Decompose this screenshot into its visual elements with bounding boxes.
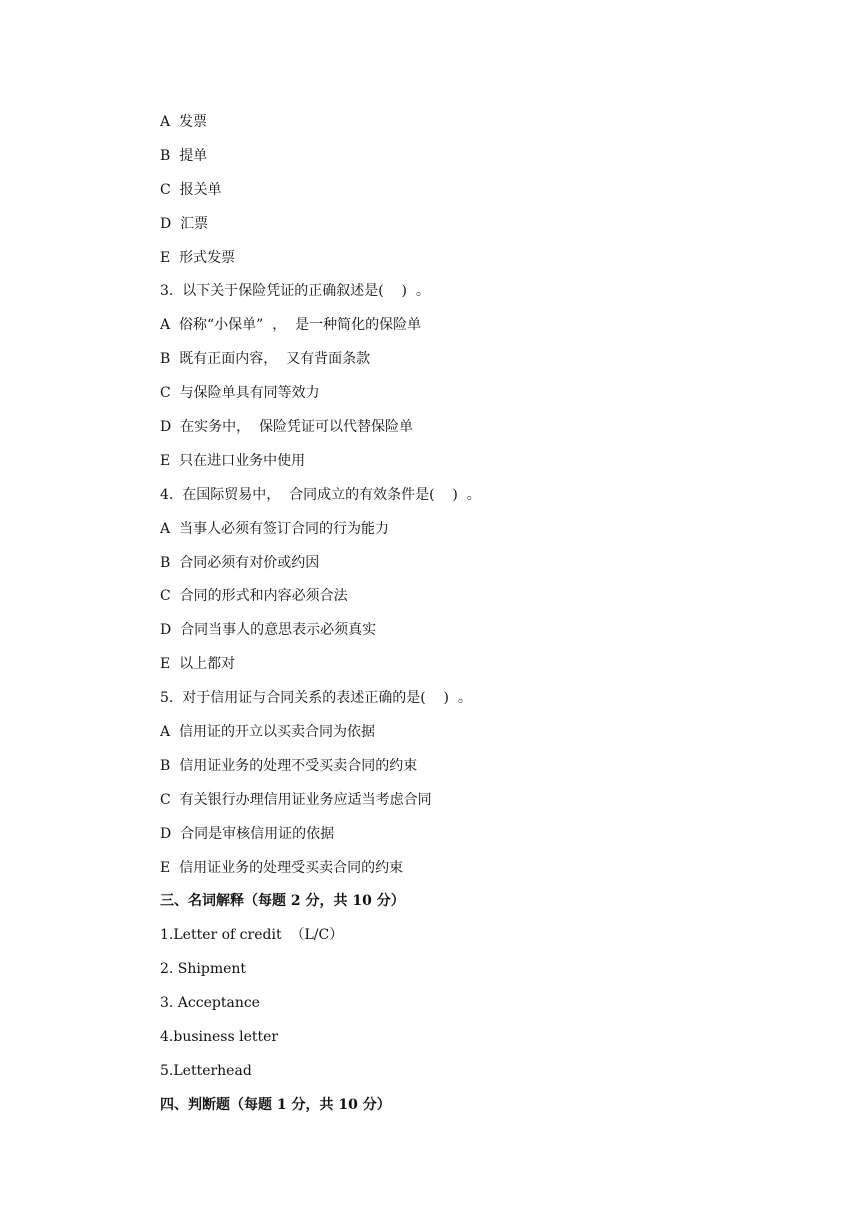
- question-3-option-c: C 与保险单具有同等效力: [160, 385, 320, 402]
- question-4-option-e: E 以上都对: [160, 656, 236, 673]
- section-4-heading: 四、判断题（每题 1 分，共 10 分）: [160, 1096, 391, 1113]
- question-5: 5. 对于信用证与合同关系的表述正确的是( ) 。: [160, 690, 472, 707]
- section-3-heading: 三、名词解释（每题 2 分，共 10 分）: [160, 893, 405, 910]
- question-5-option-e: E 信用证业务的处理受买卖合同的约束: [160, 859, 404, 876]
- option-c-customs-declaration: C 报关单: [160, 181, 222, 198]
- question-5-option-d: D 合同是审核信用证的依据: [160, 825, 335, 842]
- question-4-option-c: C 合同的形式和内容必须合法: [160, 588, 348, 605]
- question-5-option-c: C 有关银行办理信用证业务应适当考虑合同: [160, 791, 432, 808]
- term-5: 5.Letterhead: [160, 1062, 252, 1079]
- question-4-option-d: D 合同当事人的意思表示必须真实: [160, 622, 377, 639]
- option-b-bill-of-lading: B 提单: [160, 147, 208, 164]
- question-4-option-b: B 合同必须有对价或约因: [160, 554, 320, 571]
- question-3-option-b: B 既有正面内容， 又有背面条款: [160, 351, 371, 368]
- question-3-option-a: A 俗称“小保单” ， 是一种简化的保险单: [160, 317, 422, 334]
- question-3: 3. 以下关于保险凭证的正确叙述是( ) 。: [160, 283, 430, 300]
- term-2: 2. Shipment: [160, 961, 247, 978]
- term-4: 4.business letter: [160, 1029, 279, 1046]
- option-e-proforma-invoice: E 形式发票: [160, 249, 236, 266]
- question-4: 4. 在国际贸易中， 合同成立的有效条件是( ) 。: [160, 486, 481, 503]
- question-3-option-e: E 只在进口业务中使用: [160, 452, 306, 469]
- term-1: 1.Letter of credit （L/C）: [160, 927, 344, 944]
- question-4-option-a: A 当事人必须有签订合同的行为能力: [160, 520, 390, 537]
- question-5-option-b: B 信用证业务的处理不受买卖合同的约束: [160, 757, 418, 774]
- option-d-draft: D 汇票: [160, 215, 209, 232]
- question-3-option-d: D 在实务中， 保险凭证可以代替保险单: [160, 419, 414, 436]
- document-body: [160, 111, 800, 1128]
- term-3: 3. Acceptance: [160, 995, 260, 1012]
- question-5-option-a: A 信用证的开立以买卖合同为依据: [160, 724, 376, 741]
- option-a-invoice: A 发票: [160, 114, 208, 130]
